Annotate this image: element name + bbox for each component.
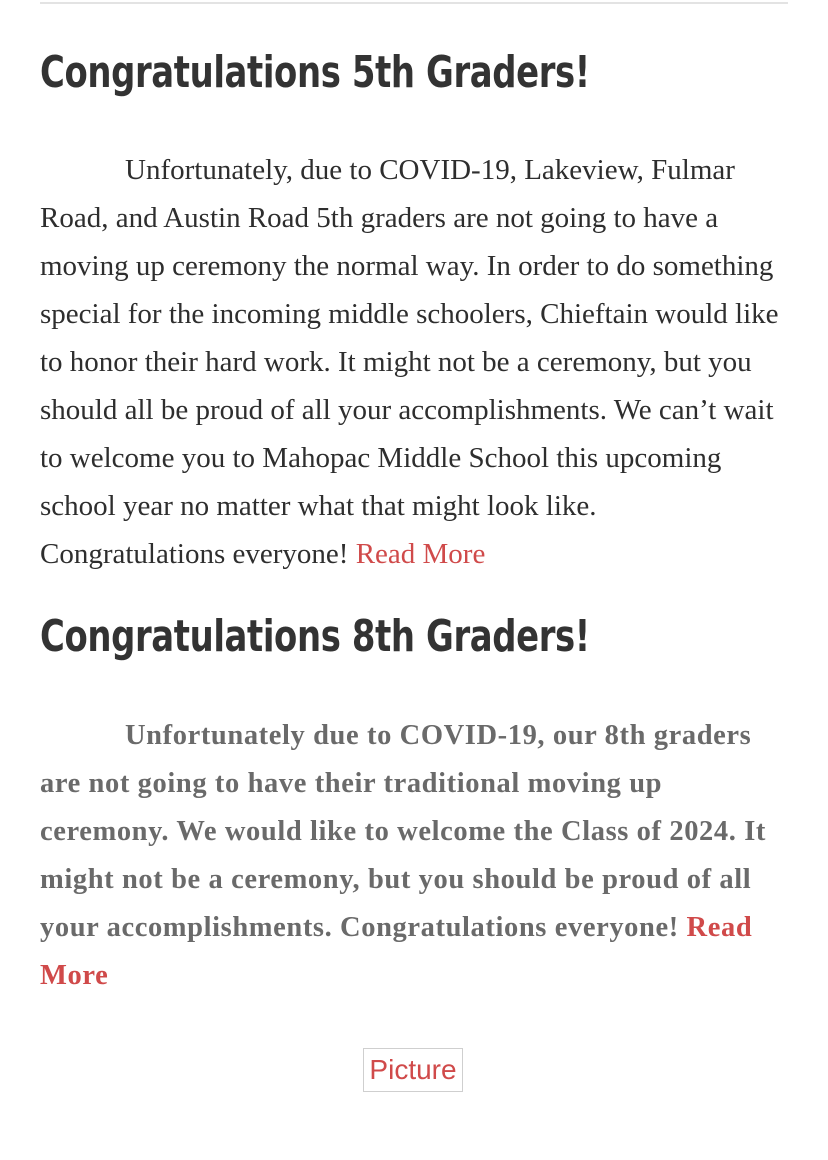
picture-link[interactable]: Picture	[363, 1048, 463, 1092]
post-body	[40, 146, 788, 578]
post-body-text: Unfortunately due to COVID-19, our 8th graders are not going to have their traditional moving up ceremony. We would like to welcome the Class of 2024. It might not be a ceremony, but you should be proud of all your accomplishments. Congratulations everyone!	[40, 720, 766, 943]
post-title: Congratulations 8th Graders!	[40, 611, 590, 662]
post-title: Congratulations 5th Graders!	[40, 47, 590, 98]
post-body	[40, 712, 788, 1000]
top-divider	[40, 2, 788, 4]
post-body-text: Unfortunately, due to COVID-19, Lakeview, Fulmar Road, and Austin Road 5th graders are not going to have a moving up ceremony the normal way. In order to do something special for the incoming middle schoolers, Chieftain would like to honor their hard work. It might not be a ceremony, but you should all be proud of all your accomplishments. We can’t wait to welcome you to Mahopac Middle School this upcoming school year no matter what that might look like. Congratulations everyone!	[40, 154, 779, 570]
read-more-link[interactable]: Read More	[40, 912, 753, 991]
post-5th-graders	[40, 36, 788, 578]
post-8th-graders	[40, 600, 788, 1000]
read-more-link[interactable]: Read More	[355, 538, 486, 570]
